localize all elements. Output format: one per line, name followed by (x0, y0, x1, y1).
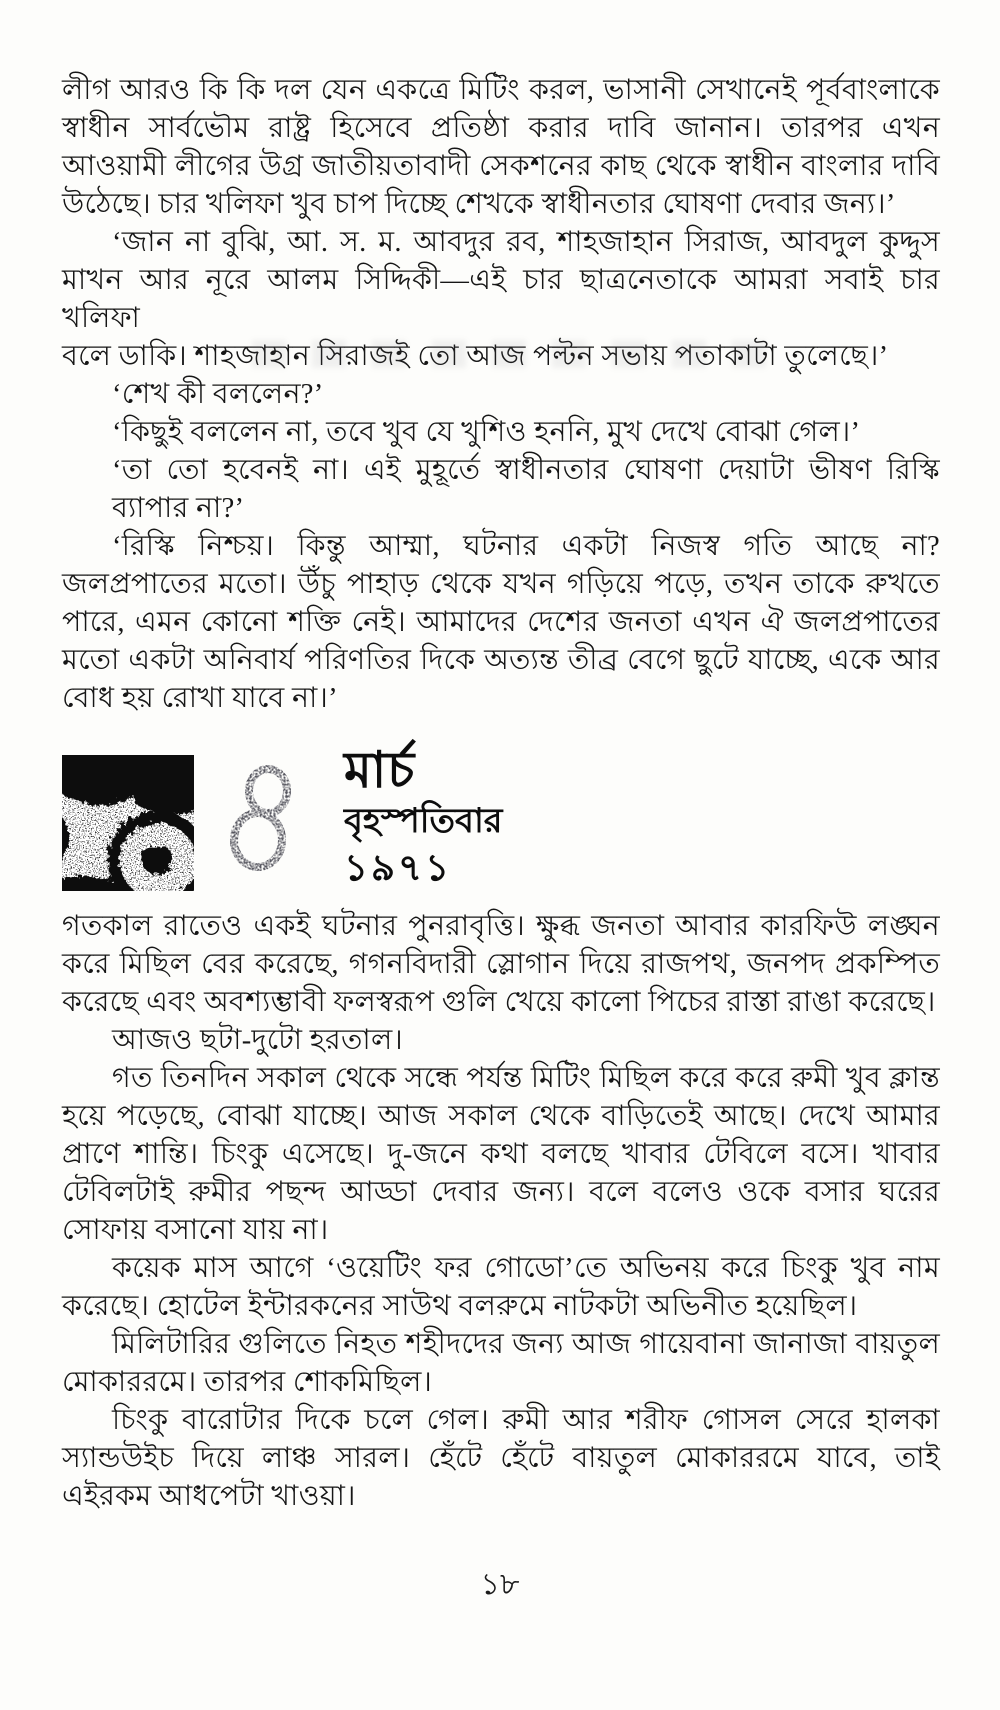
paragraph-block-bottom (62, 908, 940, 1516)
text-line: লীগ আরও কি কি দল যেন একত্রে মিটিং করল, ভাসানী সেখানেই পূর্ববাংলাকে (62, 75, 940, 106)
chapter-month: মার্চ (344, 742, 416, 798)
text-line: টেবিলটাই রুমীর পছন্দ আড্ডা দেবার জন্য। বলে বলেও ওকে বসার ঘরের (62, 1177, 940, 1208)
text-line: স্যান্ডউইচ দিয়ে লাঞ্চ সারল। হেঁটে হেঁটে বায়তুল মোকাররমে যাবে, তাই (62, 1443, 940, 1474)
chapter-year: ১৯৭১ (344, 848, 453, 889)
text-line: বলে ডাকি। শাহজাহান সিরাজই তো আজ পল্টন সভায় পতাকাটা তুলেছে।’ (62, 341, 889, 372)
eye-halftone-image (62, 755, 194, 891)
text-line: করেছে। হোটেল ইন্টারকনের সাউথ বলরুমে নাটকটা অভিনীত হয়েছিল। (62, 1291, 858, 1322)
text-line: চিংকু বারোটার দিকে চলে গেল। রুমী আর শরীফ গোসল সেরে হালকা (112, 1405, 940, 1436)
page-number: ১৮ (480, 1568, 520, 1601)
text-line: পারে, এমন কোনো শক্তি নেই। আমাদের দেশের জনতা এখন ঐ জলপ্রপাতের (62, 607, 940, 638)
text-line: গত তিনদিন সকাল থেকে সন্ধে পর্যন্ত মিটিং মিছিল করে করে রুমী খুব ক্লান্ত (112, 1063, 940, 1094)
text-line: করে মিছিল বের করেছে, গগনবিদারী স্লোগান দিয়ে রাজপথ, জনপদ প্রকম্পিত (62, 949, 940, 980)
text-line: মোকাররমে। তারপর শোকমিছিল। (62, 1367, 433, 1398)
text-line: প্রাণে শান্তি। চিংকু এসেছে। দু-জনে কথা বলছে খাবার টেবিলে বসে। খাবার (62, 1139, 940, 1170)
chapter-weekday: বৃহস্পতিবার (344, 803, 503, 840)
day-number-figure (220, 764, 306, 876)
text-line: ‘তা তো হবেনই না। এই মুহূর্তে স্বাধীনতার ঘোষণা দেয়াটা ভীষণ রিস্কি ব্যাপার না?’ (112, 455, 940, 524)
text-line: আজও ছটা-দুটো হরতাল। (112, 1025, 403, 1056)
text-line: ‘শেখ কী বললেন?’ (112, 379, 324, 410)
text-line: জলপ্রপাতের মতো। উঁচু পাহাড় থেকে যখন গড়িয়ে পড়ে, তখন তাকে রুখতে (62, 569, 940, 600)
text-line: বোধ হয় রোখা যাবে না।’ (62, 683, 338, 714)
text-line: মিলিটারির গুলিতে নিহত শহীদদের জন্য আজ গায়েবানা জানাজা বায়তুল (112, 1329, 940, 1360)
text-line: ‘কিছুই বললেন না, তবে খুব যে খুশিও হননি, মুখ দেখে বোঝা গেল।’ (112, 417, 861, 448)
text-line: উঠেছে। চার খলিফা খুব চাপ দিচ্ছে শেখকে স্বাধীনতার ঘোষণা দেবার জন্য।’ (62, 189, 896, 220)
text-line: এইরকম আধপেটা খাওয়া। (62, 1481, 356, 1512)
text-line: গতকাল রাতেও একই ঘটনার পুনরাবৃত্তি। ক্ষুব্ধ জনতা আবার কারফিউ লঙ্ঘন (62, 911, 940, 942)
paragraph-block-top (62, 72, 940, 718)
text-line: মাখন আর নূরে আলম সিদ্দিকী—এই চার ছাত্রনেতাকে আমরা সবাই চার খলিফা (62, 265, 940, 334)
text-line: মতো একটা অনিবার্য পরিণতির দিকে অত্যন্ত তীব্র বেগে ছুটে যাচ্ছে, একে আর (62, 645, 940, 676)
chapter-date (344, 742, 503, 893)
text-line: হয়ে পড়েছে, বোঝা যাচ্ছে। আজ সকাল থেকে বাড়িতেই আছে। দেখে আমার (62, 1101, 940, 1132)
text-line: আওয়ামী লীগের উগ্র জাতীয়তাবাদী সেকশনের কাছ থেকে স্বাধীন বাংলার দাবি (62, 151, 940, 182)
text-line: স্বাধীন সার্বভৌম রাষ্ট্র হিসেবে প্রতিষ্ঠা করার দাবি জানান। তারপর এখন (62, 113, 940, 144)
text-line: ‘জান না বুঝি, আ. স. ম. আবদুর রব, শাহজাহান সিরাজ, আবদুল কুদ্দুস (112, 227, 940, 258)
text-line: সোফায় বসানো যায় না। (62, 1215, 329, 1246)
text-line: ‘রিস্কি নিশ্চয়। কিন্তু আম্মা, ঘটনার একটা নিজস্ব গতি আছে না? (112, 531, 940, 562)
text-line: কয়েক মাস আগে ‘ওয়েটিং ফর গোডো’তে অভিনয় করে চিংকু খুব নাম (112, 1253, 940, 1284)
text-line: করেছে এবং অবশ্যম্ভাবী ফলস্বরূপ গুলি খেয়ে কালো পিচের রাস্তা রাঙা করেছে। (62, 987, 936, 1018)
